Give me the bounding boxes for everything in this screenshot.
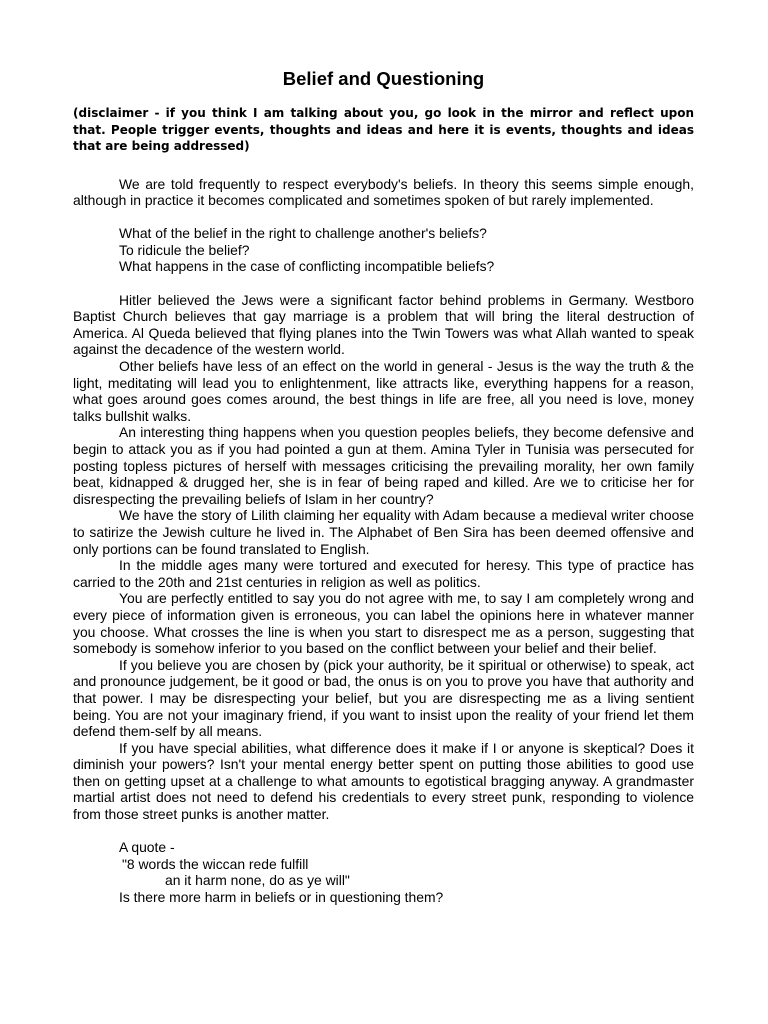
document-page: [73, 66, 694, 906]
body-paragraph: An interesting thing happens when you question peoples beliefs, they become defensive and begin to attack you as if you had pointed a gun at them. Amina Tyler in Tunisia was persecuted for posting topless pictures of herself with messages criticising the prevailing morality, her own family beat, kidnapped & drugged her, she is in fear of being raped and killed. Are we to criticise her for disrespecting the prevailing beliefs of Islam in her country?: [73, 424, 694, 507]
question-line: To ridicule the belief?: [119, 241, 250, 258]
body-paragraph: If you believe you are chosen by (pick your authority, be it spiritual or otherwise) to speak, act and pronounce judgement, be it good or bad, the onus is on you to prove you have that authority and that power. I may be disrespecting your belief, but you are disrespecting me as a living sentient being. You are not your imaginary friend, if you want to insist upon the reality of your friend let them defend them-self by all means.: [73, 656, 694, 740]
disclaimer-text: (disclaimer - if you think I am talking about you, go look in the mirror and reflect upon that. People trigger events, thoughts and ideas and here it is events, thoughts and ideas that are being addressed): [73, 106, 694, 153]
closing-question: Is there more harm in beliefs or in questioning them?: [119, 889, 444, 906]
body-paragraph: If you have special abilities, what difference does it make if I or anyone is skeptical? Does it diminish your powers? Isn't your mental energy better spent on putting those abilities to good use then on getting upset at a challenge to what amounts to egotistical bragging anyway. A grandmaster martial artist does not need to defend his credentials to every street punk, responding to violence from those street punks is another matter.: [73, 739, 694, 823]
spacer: [73, 275, 694, 292]
document-title: Belief and Questioning: [282, 68, 485, 89]
quote-line: "8 words the wiccan rede fulfill: [122, 855, 309, 872]
body-paragraph: We have the story of Lilith claiming her equality with Adam because a medieval writer choose to satirize the Jewish culture he lived in. The Alphabet of Ben Sira has been deemed offensive and only portions can be found translated to English.: [73, 507, 694, 557]
body-paragraph: Other beliefs have less of an effect on the world in general - Jesus is the way the truth & the light, meditating will lead you to enlightenment, like attracts like, everything happens for a reason, what goes around goes comes around, the best things in life are free, all you need is love, money talks bullshit walks.: [73, 358, 694, 424]
question-line: What of the belief in the right to challenge another's beliefs?: [119, 225, 487, 242]
quote-intro: A quote -: [119, 839, 175, 856]
body-paragraph: In the middle ages many were tortured and executed for heresy. This type of practice has carried to the 20th and 21st centuries in religion as well as politics.: [73, 557, 694, 590]
body-paragraph: You are perfectly entitled to say you do not agree with me, to say I am completely wrong and every piece of information given is erroneous, you can label the opinions here in whatever manner you choose. What crosses the line is when you start to disrespect me as a person, suggesting that somebody is somehow inferior to you based on the conflict between your belief and their belief.: [73, 590, 694, 657]
intro-paragraph: We are told frequently to respect everybody's beliefs. In theory this seems simple enough, although in practice it becomes complicated and sometimes spoken of but rarely implemented.: [73, 175, 694, 209]
spacer: [73, 209, 694, 226]
quote-line: an it harm none, do as ye will": [165, 872, 350, 889]
spacer: [73, 823, 694, 840]
body-paragraph: Hitler believed the Jews were a significant factor behind problems in Germany. Westboro Baptist Church believes that gay marriage is a problem that will bring the literal destruction of America. Al Queda believed that flying planes into the Twin Towers was what Allah wanted to speak against the decadence of the western world.: [73, 291, 694, 358]
question-line: What happens in the case of conflicting incompatible beliefs?: [119, 258, 495, 275]
